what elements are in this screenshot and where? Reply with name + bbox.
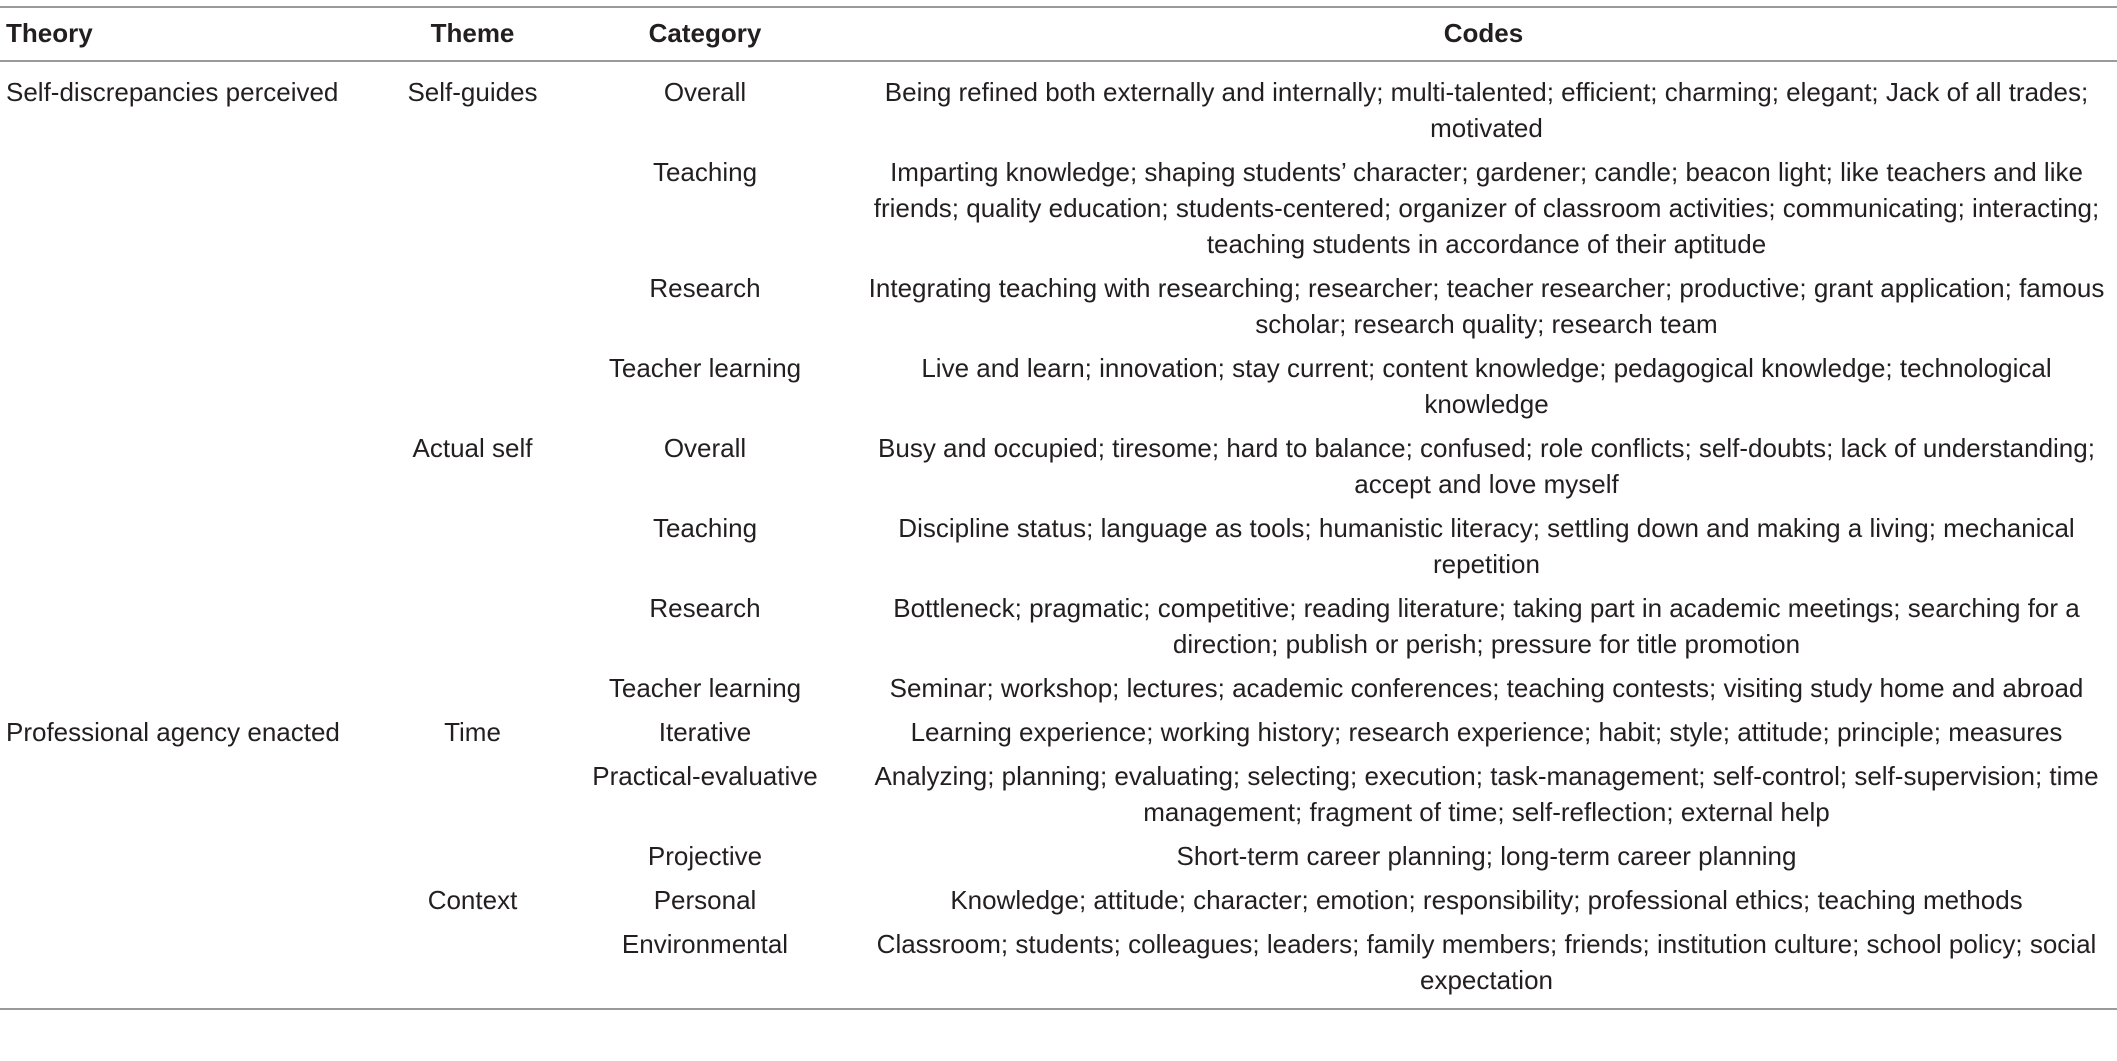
table-row — [0, 834, 2117, 878]
cell-codes: Analyzing; planning; evaluating; selecting; execution; task-management; self-control; self-supervision; time management; fragment of time; self-reflection; external help — [874, 761, 2099, 827]
header-row — [0, 7, 2117, 61]
table-row — [0, 150, 2117, 266]
header-theme: Theme — [385, 7, 560, 61]
cell-theme — [385, 150, 560, 266]
cell-category: Teacher learning — [608, 673, 802, 703]
cell-category: Teaching — [652, 157, 758, 187]
cell-codes: Busy and occupied; tiresome; hard to balance; confused; role conflicts; self-doubts; lack of understanding; accept and love myself — [878, 433, 2095, 499]
cell-codes: Classroom; students; colleagues; leaders; family members; friends; institution culture; school policy; social expectation — [850, 922, 2117, 1009]
cell-codes: Learning experience; working history; research experience; habit; style; attitude; principle; measures — [910, 717, 2063, 747]
cell-theory — [0, 878, 385, 922]
cell-category: Teacher learning — [608, 353, 802, 383]
cell-theme — [385, 754, 560, 834]
cell-theme — [385, 922, 560, 1009]
cell-codes: Bottleneck; pragmatic; competitive; reading literature; taking part in academic meetings; searching for a direction; publish or perish; pressure for title promotion — [893, 593, 2080, 659]
table-row — [0, 710, 2117, 754]
cell-theory — [0, 150, 385, 266]
table-row — [0, 61, 2117, 150]
cell-codes: Being refined both externally and internally; multi-talented; efficient; charming; elegant; Jack of all trades; motivated — [884, 77, 2089, 143]
table-row — [0, 878, 2117, 922]
cell-category: Iterative — [658, 717, 752, 747]
cell-theory — [0, 426, 385, 506]
cell-codes: Short-term career planning; long-term career planning — [1176, 841, 1797, 871]
header-codes: Codes — [850, 7, 2117, 61]
cell-theory — [0, 266, 385, 346]
cell-theme: Actual self — [412, 433, 533, 463]
cell-theory — [0, 586, 385, 666]
codes-table-container — [0, 6, 2117, 1010]
table-row — [0, 922, 2117, 1009]
table-row — [0, 346, 2117, 426]
cell-codes: Integrating teaching with researching; researcher; teacher researcher; productive; grant application; famous scholar; research quality; research team — [868, 273, 2105, 339]
cell-category: Projective — [647, 841, 763, 871]
header-theory: Theory — [0, 7, 385, 61]
cell-codes: Imparting knowledge; shaping students’ character; gardener; candle; beacon light; like teachers and like friends; quality education; students-centered; organizer of classroom activities; communicating; interacting; teaching students in accordance of their aptitude — [873, 157, 2100, 259]
table-row — [0, 266, 2117, 346]
cell-theme: Time — [444, 717, 501, 747]
cell-codes: Seminar; workshop; lectures; academic conferences; teaching contests; visiting study home and abroad — [889, 673, 2084, 703]
cell-category: Overall — [663, 433, 747, 463]
cell-codes: Discipline status; language as tools; humanistic literacy; settling down and making a living; mechanical repetition — [898, 513, 2075, 579]
cell-category: Overall — [663, 77, 747, 107]
cell-category: Practical-evaluative — [592, 761, 818, 791]
table-row — [0, 426, 2117, 506]
cell-theory — [0, 666, 385, 710]
cell-theme — [385, 506, 560, 586]
table-row — [0, 666, 2117, 710]
cell-codes: Knowledge; attitude; character; emotion; responsibility; professional ethics; teaching methods — [950, 885, 2023, 915]
cell-codes: Live and learn; innovation; stay current; content knowledge; pedagogical knowledge; technological knowledge — [921, 353, 2052, 419]
cell-theme: Context — [427, 885, 518, 915]
cell-theory — [0, 922, 385, 1009]
cell-category: Personal — [653, 885, 757, 915]
table-body — [0, 61, 2117, 1009]
table-row — [0, 754, 2117, 834]
cell-theory: Self-discrepancies perceived — [6, 77, 339, 107]
cell-category: Environmental — [560, 922, 850, 1009]
table-row — [0, 506, 2117, 586]
cell-theory — [0, 346, 385, 426]
cell-category: Research — [649, 273, 761, 303]
cell-theme — [385, 586, 560, 666]
cell-theme — [385, 266, 560, 346]
table-row — [0, 586, 2117, 666]
cell-theory: Professional agency enacted — [6, 717, 340, 747]
cell-theme — [385, 666, 560, 710]
header-category: Category — [560, 7, 850, 61]
cell-theme — [385, 346, 560, 426]
cell-category: Teaching — [652, 513, 758, 543]
cell-theory — [0, 506, 385, 586]
table-header — [0, 7, 2117, 61]
cell-theory — [0, 754, 385, 834]
codes-table — [0, 6, 2117, 1010]
cell-category: Research — [649, 593, 761, 623]
cell-theme — [385, 834, 560, 878]
cell-theory — [0, 834, 385, 878]
cell-theme: Self-guides — [407, 77, 538, 107]
